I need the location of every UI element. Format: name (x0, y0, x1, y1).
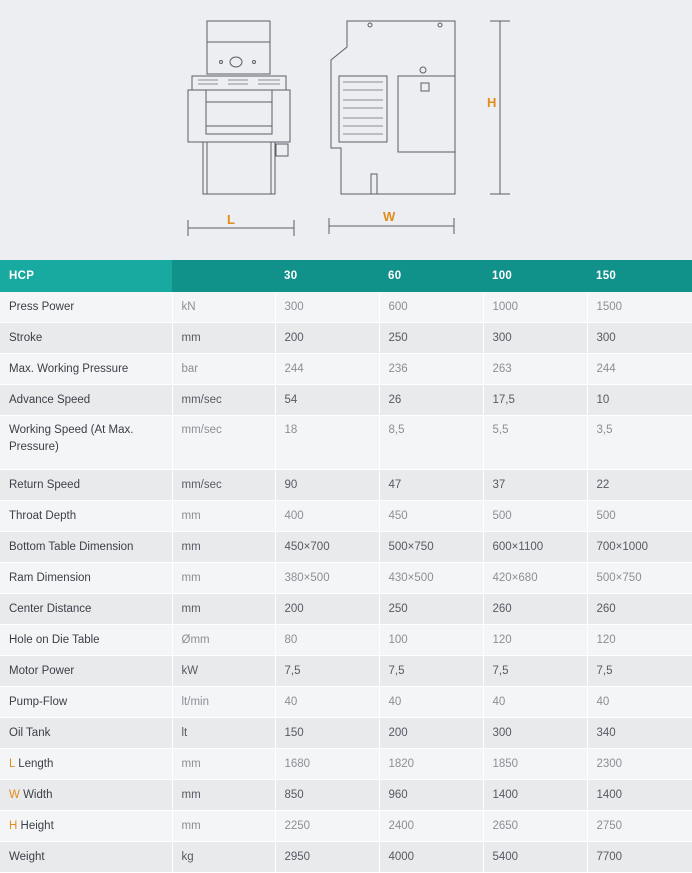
table-row (0, 385, 692, 416)
row-label (0, 501, 172, 532)
row-label (0, 563, 172, 594)
spec-table-body (0, 292, 692, 873)
row-value: 420×680 (483, 563, 587, 594)
row-value: 300 (587, 323, 692, 354)
row-label (0, 811, 172, 842)
dimension-letter: L (9, 757, 15, 770)
row-label (0, 718, 172, 749)
width-dimension-label: W (383, 209, 396, 224)
header-model: HCP (0, 260, 172, 292)
row-value: 5,5 (483, 416, 587, 470)
row-value: 1400 (483, 780, 587, 811)
front-view-drawing (188, 21, 290, 194)
row-name: Motor Power (9, 664, 75, 677)
row-value: 430×500 (379, 563, 483, 594)
row-value: 300 (483, 718, 587, 749)
row-name: Working Speed (At Max. Pressure) (9, 424, 134, 453)
row-unit: kN (172, 292, 275, 323)
row-value: 850 (275, 780, 379, 811)
row-value: 1850 (483, 749, 587, 780)
row-value: 1820 (379, 749, 483, 780)
row-label (0, 470, 172, 501)
row-value: 300 (275, 292, 379, 323)
row-value: 600 (379, 292, 483, 323)
row-value: 600×1100 (483, 532, 587, 563)
row-name: Length (18, 757, 54, 770)
row-label (0, 625, 172, 656)
row-name: Max. Working Pressure (9, 362, 129, 375)
row-value: 90 (275, 470, 379, 501)
spec-table (0, 260, 692, 873)
row-name: Ram Dimension (9, 571, 91, 584)
header-model-100: 100 (483, 260, 587, 292)
header-model-30: 30 (275, 260, 379, 292)
row-unit: bar (172, 354, 275, 385)
row-value: 450 (379, 501, 483, 532)
row-value: 200 (275, 323, 379, 354)
table-row (0, 563, 692, 594)
row-value: 3,5 (587, 416, 692, 470)
table-row (0, 292, 692, 323)
row-value: 26 (379, 385, 483, 416)
row-value: 500 (483, 501, 587, 532)
row-name: Center Distance (9, 602, 92, 615)
table-row (0, 687, 692, 718)
table-row (0, 594, 692, 625)
row-value: 244 (275, 354, 379, 385)
row-unit: mm (172, 749, 275, 780)
row-value: 2400 (379, 811, 483, 842)
row-unit: mm (172, 501, 275, 532)
row-value: 200 (379, 718, 483, 749)
row-name: Pump-Flow (9, 695, 68, 708)
row-unit: mm (172, 594, 275, 625)
row-label (0, 780, 172, 811)
row-value: 380×500 (275, 563, 379, 594)
side-view-drawing (331, 21, 455, 194)
row-value: 1500 (587, 292, 692, 323)
row-label (0, 354, 172, 385)
row-label (0, 416, 172, 470)
table-row (0, 780, 692, 811)
row-value: 2300 (587, 749, 692, 780)
row-unit: mm/sec (172, 470, 275, 501)
dimension-letter: H (9, 819, 18, 832)
table-row (0, 354, 692, 385)
row-value: 7700 (587, 842, 692, 873)
row-value: 244 (587, 354, 692, 385)
row-value: 250 (379, 323, 483, 354)
table-row (0, 470, 692, 501)
spec-table-header (0, 260, 692, 292)
row-value: 2950 (275, 842, 379, 873)
row-value: 200 (275, 594, 379, 625)
row-value: 500×750 (587, 563, 692, 594)
table-row (0, 749, 692, 780)
row-name: Stroke (9, 331, 43, 344)
row-unit: mm (172, 563, 275, 594)
dimension-lines (188, 21, 510, 236)
row-value: 40 (275, 687, 379, 718)
row-label (0, 292, 172, 323)
row-value: 8,5 (379, 416, 483, 470)
row-value: 17,5 (483, 385, 587, 416)
row-value: 236 (379, 354, 483, 385)
row-name: Press Power (9, 300, 75, 313)
table-row (0, 501, 692, 532)
row-value: 40 (379, 687, 483, 718)
row-value: 300 (483, 323, 587, 354)
row-name: Height (20, 819, 54, 832)
row-name: Weight (9, 850, 45, 863)
row-value: 700×1000 (587, 532, 692, 563)
row-value: 80 (275, 625, 379, 656)
row-name: Advance Speed (9, 393, 91, 406)
row-value: 5400 (483, 842, 587, 873)
row-value: 7,5 (587, 656, 692, 687)
row-label (0, 323, 172, 354)
table-row (0, 532, 692, 563)
row-label (0, 749, 172, 780)
row-name: Throat Depth (9, 509, 77, 522)
row-value: 100 (379, 625, 483, 656)
row-value: 2750 (587, 811, 692, 842)
row-unit: mm/sec (172, 385, 275, 416)
row-label (0, 532, 172, 563)
row-value: 7,5 (379, 656, 483, 687)
row-value: 400 (275, 501, 379, 532)
row-unit: kW (172, 656, 275, 687)
press-drawing (0, 0, 692, 260)
row-unit: lt/min (172, 687, 275, 718)
row-value: 10 (587, 385, 692, 416)
length-dimension-label: L (227, 212, 235, 227)
row-value: 7,5 (275, 656, 379, 687)
dimension-letter: W (9, 788, 20, 801)
row-unit: lt (172, 718, 275, 749)
row-unit: mm/sec (172, 416, 275, 470)
row-name: Return Speed (9, 478, 80, 491)
row-unit: mm (172, 323, 275, 354)
header-model-150: 150 (587, 260, 692, 292)
row-value: 18 (275, 416, 379, 470)
row-label (0, 842, 172, 873)
row-value: 120 (483, 625, 587, 656)
row-value: 47 (379, 470, 483, 501)
row-value: 54 (275, 385, 379, 416)
row-name: Bottom Table Dimension (9, 540, 134, 553)
row-value: 7,5 (483, 656, 587, 687)
row-value: 120 (587, 625, 692, 656)
row-unit: kg (172, 842, 275, 873)
row-name: Oil Tank (9, 726, 51, 739)
row-value: 2250 (275, 811, 379, 842)
header-model-60: 60 (379, 260, 483, 292)
row-value: 450×700 (275, 532, 379, 563)
row-value: 2650 (483, 811, 587, 842)
row-value: 4000 (379, 842, 483, 873)
row-unit: mm (172, 780, 275, 811)
row-value: 340 (587, 718, 692, 749)
row-value: 960 (379, 780, 483, 811)
row-value: 37 (483, 470, 587, 501)
row-value: 150 (275, 718, 379, 749)
row-value: 1400 (587, 780, 692, 811)
row-value: 1680 (275, 749, 379, 780)
row-value: 260 (483, 594, 587, 625)
row-value: 500×750 (379, 532, 483, 563)
row-value: 40 (587, 687, 692, 718)
table-row (0, 842, 692, 873)
row-value: 1000 (483, 292, 587, 323)
table-row (0, 718, 692, 749)
height-dimension-label: H (487, 95, 497, 110)
row-label (0, 385, 172, 416)
row-unit: mm (172, 811, 275, 842)
press-technical-drawing (0, 0, 692, 260)
table-row (0, 625, 692, 656)
row-label (0, 656, 172, 687)
row-unit: Ømm (172, 625, 275, 656)
row-value: 40 (483, 687, 587, 718)
table-row (0, 416, 692, 470)
table-row (0, 323, 692, 354)
row-label (0, 594, 172, 625)
header-unit (172, 260, 275, 292)
row-value: 500 (587, 501, 692, 532)
row-value: 263 (483, 354, 587, 385)
row-name: Width (23, 788, 53, 801)
row-label (0, 687, 172, 718)
row-value: 250 (379, 594, 483, 625)
row-name: Hole on Die Table (9, 633, 100, 646)
table-row (0, 811, 692, 842)
table-row (0, 656, 692, 687)
row-value: 260 (587, 594, 692, 625)
row-value: 22 (587, 470, 692, 501)
row-unit: mm (172, 532, 275, 563)
